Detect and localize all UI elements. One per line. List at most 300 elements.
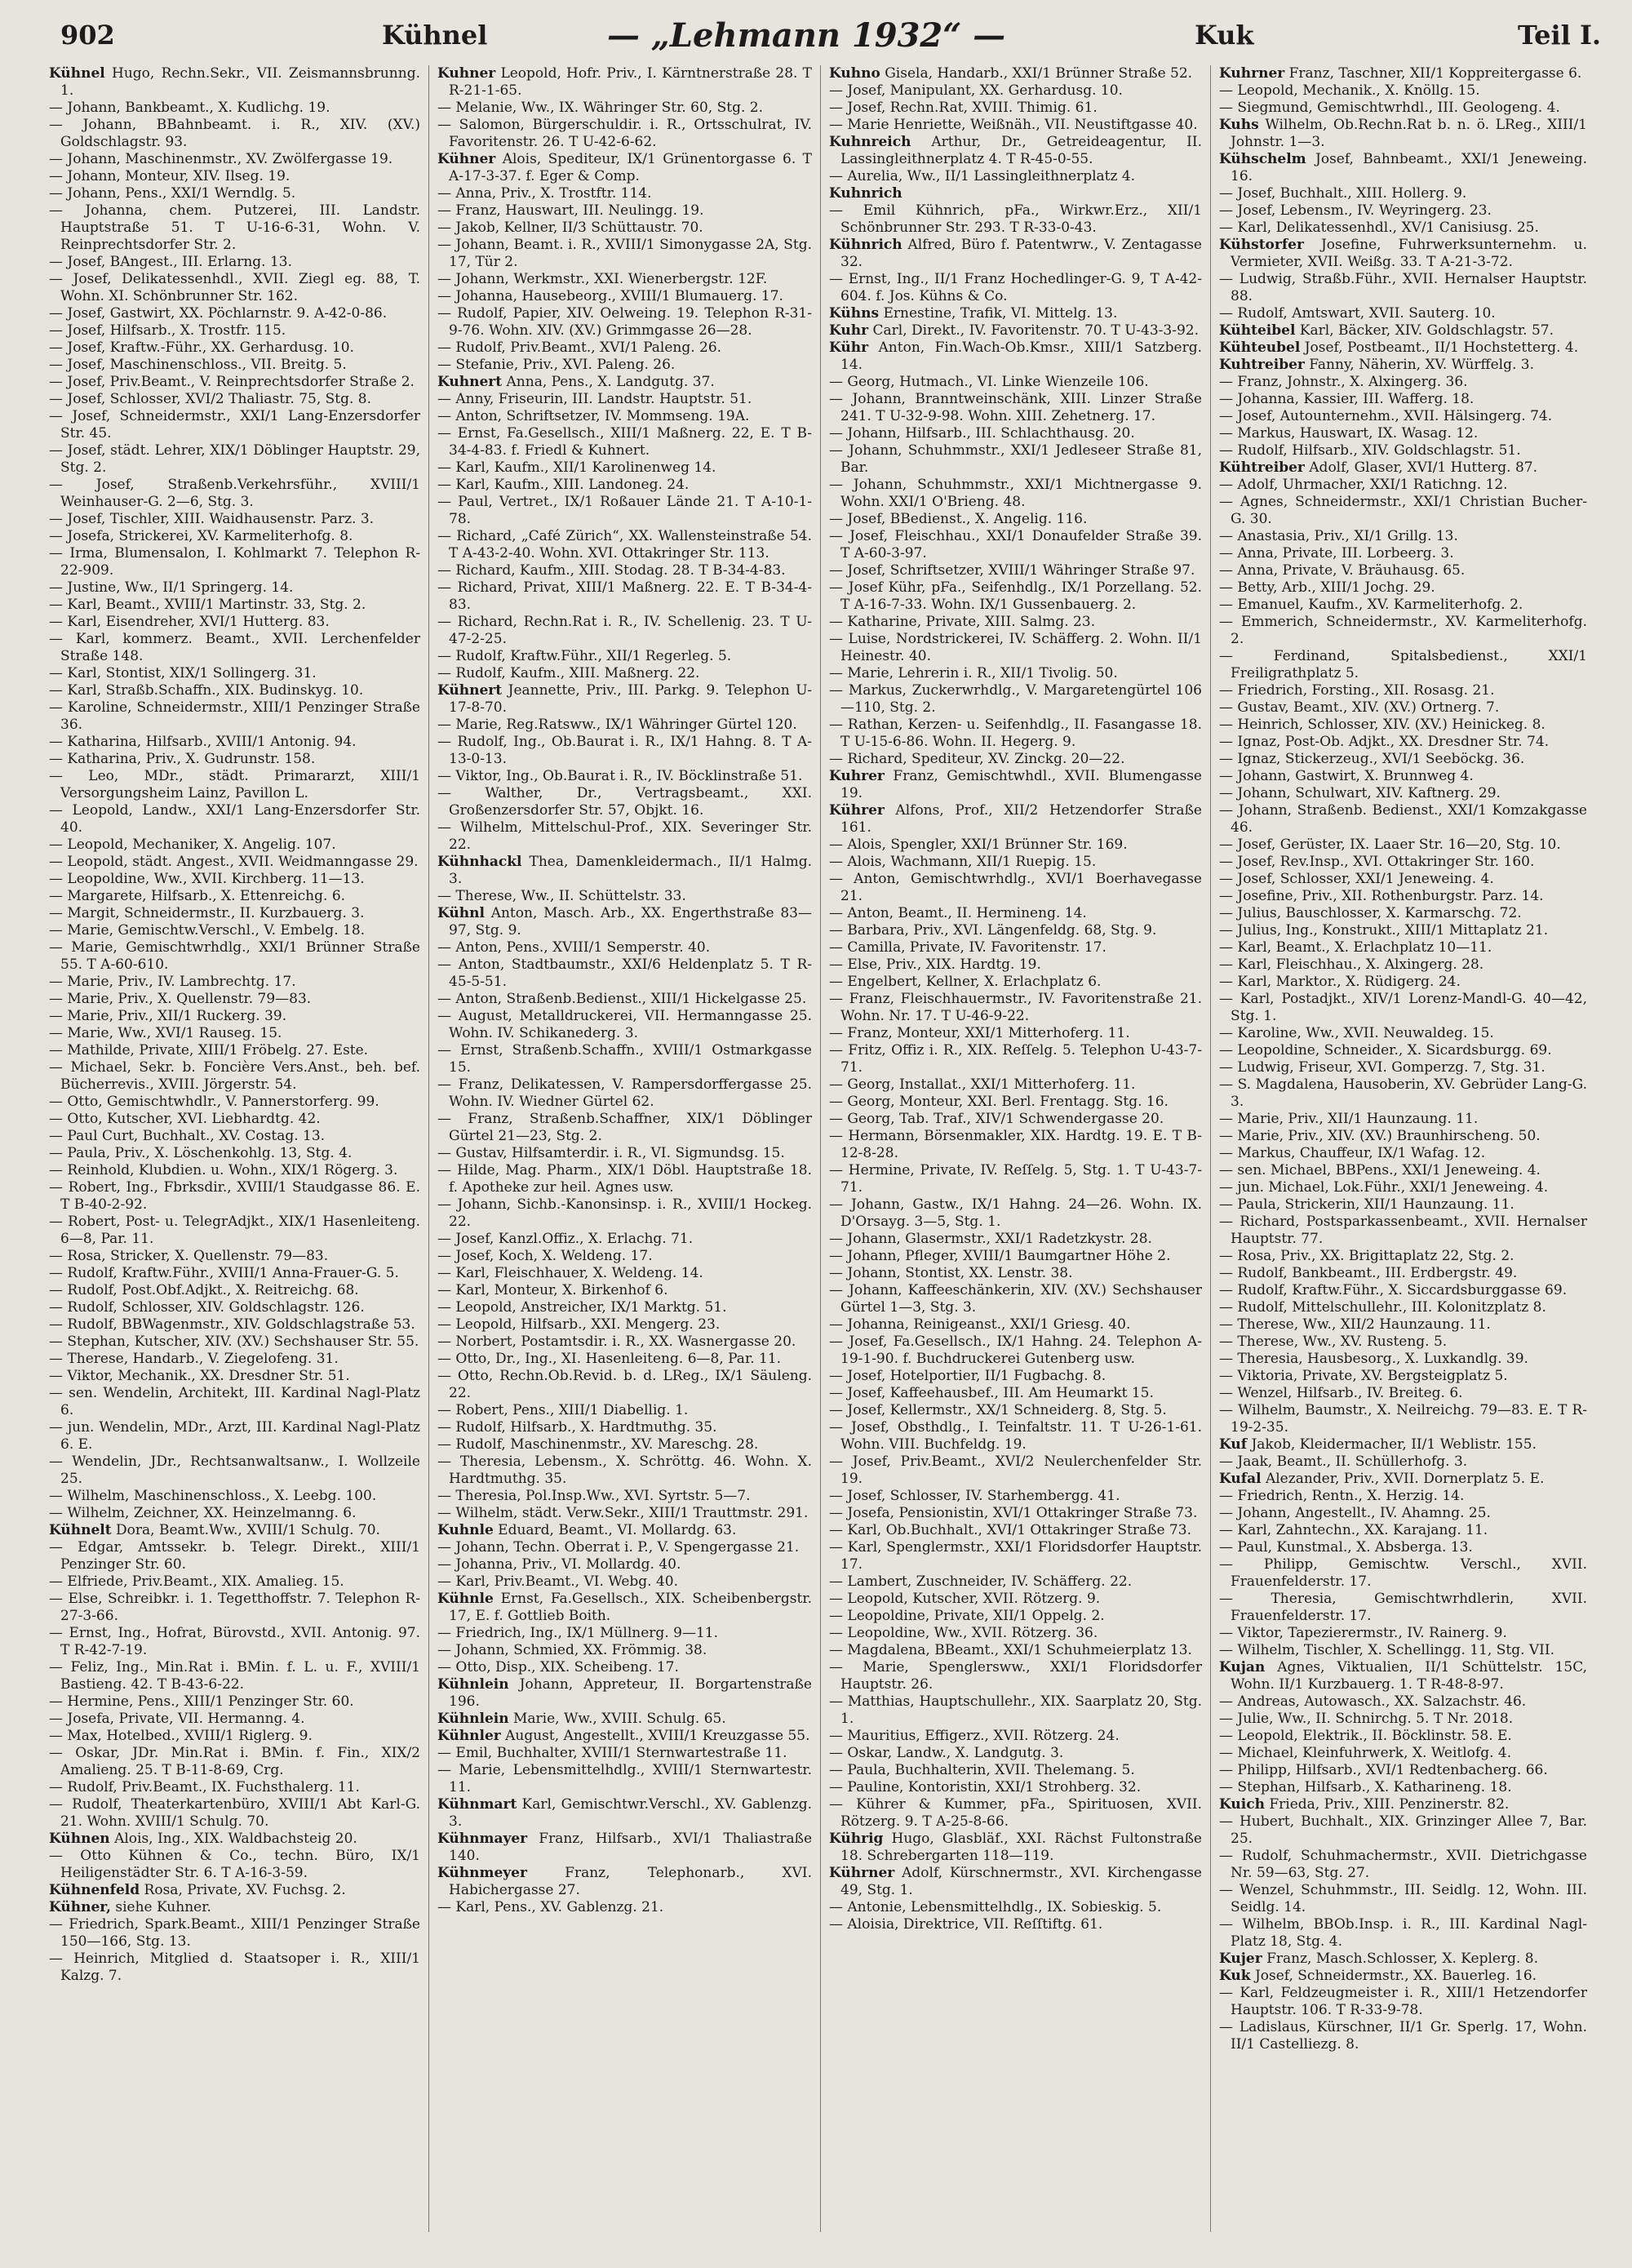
- directory-entry: — Therese, Ww., XII/2 Haunzaung. 11.: [1219, 1316, 1491, 1333]
- directory-entry: — Franz, Delikatessen, V. Rampersdorffergasse 25. Wohn. IV. Wiedner Gürtel 62.: [437, 1076, 812, 1110]
- entry-surname: Kuhtreiber: [1219, 357, 1305, 373]
- directory-entry: — Josef, Schriftsetzer, XVIII/1 Währinger Straße 97.: [829, 562, 1195, 579]
- entry-surname: Kühner: [437, 151, 496, 167]
- directory-entry: — Friedrich, Spark.Beamt., XIII/1 Penzinger Straße 150—166, Stg. 13.: [49, 1916, 420, 1950]
- directory-entry: — Friedrich, Ing., IX/1 Müllnerg. 9—11.: [437, 1625, 718, 1641]
- directory-entry: — Josef Kühr, pFa., Seifenhdlg., IX/1 Porzellang. 52. T A-16-7-33. Wohn. IX/1 Gussenbauerg. 2.: [829, 579, 1202, 613]
- directory-entry: — Johann, Kaffeeschänkerin, XIV. (XV.) Sechshauser Gürtel 1—3, Stg. 3.: [829, 1282, 1202, 1316]
- directory-entry: — Johann, Gastwirt, X. Brunnweg 4.: [1219, 768, 1474, 784]
- directory-entry: — Rudolf, Hilfsarb., X. Hardtmuthg. 35.: [437, 1419, 717, 1436]
- directory-entry: — Marie, Reg.Ratsww., IX/1 Währinger Gürtel 120.: [437, 717, 797, 733]
- directory-entry: — Anton, Pens., XVIII/1 Semperstr. 40.: [437, 939, 711, 956]
- directory-entry: Kühner Alois, Spediteur, IX/1 Grünentorgasse 6. T A-17-3-37. f. Eger & Comp.: [437, 151, 812, 184]
- directory-entry: — Stefanie, Priv., XVI. Paleng. 26.: [437, 357, 676, 373]
- directory-entry: — Josef, Tischler, XIII. Waidhausenstr. Parz. 3.: [49, 511, 375, 527]
- directory-entry: Kuhrer Franz, Gemischtwhdl., XVII. Blumengasse 19.: [829, 768, 1202, 801]
- entry-surname: Kuhr: [829, 322, 869, 339]
- directory-entry: — Karl, Kaufm., XII/1 Karolinenweg 14.: [437, 459, 716, 476]
- directory-entry: — jun. Michael, Lok.Führ., XXI/1 Jeneweing. 4.: [1219, 1179, 1549, 1196]
- directory-entry: — Josef, BBedienst., X. Angelig. 116.: [829, 511, 1088, 527]
- directory-entry: Kühner, siehe Kuhner.: [49, 1899, 211, 1915]
- directory-entry: — Rudolf, Kaufm., XIII. Maßnerg. 22.: [437, 665, 700, 681]
- directory-entry: — Georg, Tab. Traf., XIV/1 Schwendergasse 20.: [829, 1111, 1164, 1127]
- directory-entry: — Josef, Rechn.Rat, XVIII. Thimig. 61.: [829, 100, 1098, 116]
- entry-surname: Kühteibel: [1219, 322, 1296, 339]
- directory-entry: — Marie, Priv., XIV. (XV.) Braunhirscheng. 50.: [1219, 1128, 1541, 1144]
- directory-entry: — Karl, Feldzeugmeister i. R., XIII/1 Hetzendorfer Hauptstr. 106. T R-33-9-78.: [1219, 1985, 1587, 2018]
- directory-entry: — Fritz, Offiz i. R., XIX. Reſſelg. 5. Telephon U-43-7-71.: [829, 1042, 1202, 1076]
- entry-surname: Kuhnrich: [829, 185, 902, 202]
- directory-entry: Kühnler August, Angestellt., XVIII/1 Kreuzgasse 55.: [437, 1728, 810, 1744]
- entry-surname: Kuhs: [1219, 117, 1259, 133]
- directory-entry: — Rudolf, Ing., Ob.Baurat i. R., IX/1 Hahng. 8. T A-13-0-13.: [437, 734, 812, 767]
- directory-entry: — Leopold, Kutscher, XVII. Rötzerg. 9.: [829, 1591, 1101, 1607]
- directory-entry: — Georg, Monteur, XXI. Berl. Frentagg. Stg. 16.: [829, 1094, 1169, 1110]
- directory-entry: — Reinhold, Klubdien. u. Wohn., XIX/1 Rögerg. 3.: [49, 1162, 398, 1178]
- directory-entry: — Jakob, Kellner, II/3 Schüttaustr. 70.: [437, 220, 703, 236]
- directory-entry: — Marie, Priv., XII/1 Ruckerg. 39.: [49, 1008, 287, 1024]
- entry-surname: Kühnen: [49, 1831, 110, 1847]
- directory-entry: — Karl, Zahntechn., XX. Karajang. 11.: [1219, 1522, 1488, 1538]
- directory-entry: — Barbara, Priv., XVI. Längenfeldg. 68, Stg. 9.: [829, 922, 1157, 939]
- directory-entry: — Rudolf, Papier, XIV. Oelweing. 19. Telephon R-31-9-76. Wohn. XIV. (XV.) Grimmgasse 26—28.: [437, 305, 812, 339]
- directory-entry: — Emanuel, Kaufm., XV. Karmeliterhofg. 2.: [1219, 597, 1523, 613]
- directory-entry: Kuhner Leopold, Hofr. Priv., I. Kärntnerstraße 28. T R-21-1-65.: [437, 65, 812, 99]
- directory-entry: Kuhnert Anna, Pens., X. Landgutg. 37.: [437, 374, 715, 390]
- entry-surname: Kuf: [1219, 1436, 1248, 1453]
- directory-entry: — Karl, Stontist, XIX/1 Sollingerg. 31.: [49, 665, 317, 681]
- directory-entry: — August, Metalldruckerei, VII. Hermanngasse 25. Wohn. IV. Schikanederg. 3.: [437, 1008, 812, 1041]
- directory-entry: — Paula, Priv., X. Löschenkohlg. 13, Stg. 4.: [49, 1145, 353, 1161]
- directory-entry: — Johanna, Priv., VI. Mollardg. 40.: [437, 1556, 681, 1573]
- entry-surname: Kühnrich: [829, 237, 902, 253]
- directory-entry: — Richard, Privat, XIII/1 Maßnerg. 22. E. T B-34-4-83.: [437, 579, 812, 613]
- directory-entry: — Johann, Schmied, XX. Frömmig. 38.: [437, 1642, 707, 1658]
- directory-entry: Kührig Hugo, Glasbläf., XXI. Rächst Fultonstraße 18. Schrebergarten 118—119.: [829, 1831, 1202, 1864]
- directory-entry: — Georg, Installat., XXI/1 Mitterhoferg. 11.: [829, 1076, 1136, 1093]
- directory-entry: — Josef, Delikatessenhdl., XVII. Ziegl eg. 88, T. Wohn. XI. Schönbrunner Str. 162.: [49, 271, 420, 304]
- directory-column-1: [49, 65, 428, 2232]
- directory-entry: — Stephan, Kutscher, XIV. (XV.) Sechshauser Str. 55.: [49, 1334, 419, 1350]
- directory-entry: — Otto, Kutscher, XVI. Liebhardtg. 42.: [49, 1111, 321, 1127]
- directory-entry: Kühnlein Johann, Appreteur, II. Borgartenstraße 196.: [437, 1676, 812, 1710]
- entry-surname: Kuhrner: [1219, 65, 1285, 82]
- directory-entry: — Josef, Straßenb.Verkehrsführ., XVIII/1 Weinhauser-G. 2—6, Stg. 3.: [49, 477, 420, 510]
- directory-entry: — Wilhelm, Mittelschul-Prof., XIX. Severinger Str. 22.: [437, 819, 812, 853]
- directory-entry: — Karl, Fleischhau., X. Alxingerg. 28.: [1219, 956, 1484, 973]
- entry-surname: Kufal: [1219, 1471, 1262, 1487]
- entry-surname: Kühr: [829, 340, 869, 356]
- directory-entry: — Josef, Kraftw.-Führ., XX. Gerhardusg. 10.: [49, 340, 354, 356]
- directory-entry: — Gustav, Hilfsamterdir. i. R., VI. Sigmundsg. 15.: [437, 1145, 785, 1161]
- directory-entry: Kühtreiber Adolf, Glaser, XVI/1 Hutterg. 87.: [1219, 459, 1537, 476]
- directory-entry: — Johann, Glasermstr., XXI/1 Radetzkystr. 28.: [829, 1231, 1152, 1247]
- entry-surname: Kühnlein: [437, 1711, 509, 1727]
- directory-entry: — Johann, Schuhmmstr., XXI/1 Michtnergasse 9. Wohn. XXI/1 O'Brieng. 48.: [829, 477, 1202, 510]
- directory-entry: — Johanna, Hausebeorg., XVIII/1 Blumauerg. 17.: [437, 288, 783, 304]
- directory-entry: — Michael, Kleinfuhrwerk, X. Weitlofg. 4.: [1219, 1745, 1512, 1761]
- entry-surname: Kühteubel: [1219, 340, 1301, 356]
- directory-entry: — Katharina, Priv., X. Gudrunstr. 158.: [49, 751, 316, 767]
- directory-entry: — Josef, Kaffeehausbef., III. Am Heumarkt 15.: [829, 1385, 1154, 1401]
- page-header: [0, 0, 1632, 57]
- directory-entry: — Johann, Angestellt., IV. Ahamng. 25.: [1219, 1505, 1491, 1521]
- entry-surname: Kühnel: [49, 65, 105, 82]
- directory-entry: — Anastasia, Priv., XI/1 Grillg. 13.: [1219, 528, 1458, 544]
- directory-entry: — Ludwig, Straßb.Führ., XVII. Hernalser Hauptstr. 88.: [1219, 271, 1587, 304]
- directory-entry: — Luise, Nordstrickerei, IV. Schäfferg. 2. Wohn. II/1 Heinestr. 40.: [829, 631, 1202, 664]
- directory-entry: — Wenzel, Schuhmmstr., III. Seidlg. 12, Wohn. III. Seidlg. 14.: [1219, 1882, 1587, 1915]
- directory-entry: — Leopold, städt. Angest., XVII. Weidmanngasse 29.: [49, 854, 419, 870]
- directory-entry: — Josefa, Pensionistin, XVI/1 Ottakringer Straße 73.: [829, 1505, 1198, 1521]
- directory-entry: — Elfriede, Priv.Beamt., XIX. Amalieg. 15.: [49, 1573, 344, 1590]
- directory-entry: — Rudolf, Schlosser, XIV. Goldschlagstr. 126.: [49, 1299, 365, 1316]
- directory-entry: Kuhr Carl, Direkt., IV. Favoritenstr. 70. T U-43-3-92.: [829, 322, 1199, 339]
- directory-entry: — Gustav, Beamt., XIV. (XV.) Ortnerg. 7.: [1219, 699, 1500, 716]
- directory-entry: — Rudolf, Kraftw.Führ., XVIII/1 Anna-Frauer-G. 5.: [49, 1265, 399, 1281]
- directory-entry: — Rudolf, Kraftw.Führ., X. Siccardsburggasse 69.: [1219, 1282, 1568, 1298]
- directory-entry: — Anton, Gemischtwrhdlg., XVI/1 Boerhavegasse 21.: [829, 871, 1202, 904]
- directory-entry: Kührer Alfons, Prof., XII/2 Hetzendorfer Straße 161.: [829, 802, 1202, 836]
- directory-entry: — Richard, „Café Zürich“, XX. Wallensteinstraße 54. T A-43-2-40. Wohn. XVI. Ottakringer Str. 113.: [437, 528, 812, 561]
- directory-entry: — Engelbert, Kellner, X. Erlachplatz 6.: [829, 974, 1102, 990]
- directory-entry: — Karl, Pens., XV. Gablenzg. 21.: [437, 1899, 664, 1915]
- directory-entry: — Johann, BBahnbeamt. i. R., XIV. (XV.) Goldschlagstr. 93.: [49, 117, 420, 150]
- directory-entry: — Camilla, Private, IV. Favoritenstr. 17.: [829, 939, 1106, 956]
- directory-entry: — Anton, Stadtbaumstr., XXI/6 Heldenplatz 5. T R-45-5-51.: [437, 956, 812, 990]
- directory-entry: — Paula, Buchhalterin, XVII. Thelemang. 5.: [829, 1762, 1135, 1778]
- directory-entry: — Karl, Eisendreher, XVI/1 Hutterg. 83.: [49, 614, 330, 630]
- directory-entry: — Leopold, Elektrik., II. Böcklinstr. 58. E.: [1219, 1728, 1512, 1744]
- directory-entry: Kuhnle Eduard, Beamt., VI. Mollardg. 63.: [437, 1522, 737, 1538]
- directory-entry: — Paul Curt, Buchhalt., XV. Costag. 13.: [49, 1128, 326, 1144]
- directory-entry: — Julie, Ww., II. Schnirchg. 5. T Nr. 2018.: [1219, 1711, 1514, 1727]
- directory-entry: — Karl, Kaufm., XIII. Landoneg. 24.: [437, 477, 690, 493]
- directory-entry: — Rudolf, Bankbeamt., III. Erdbergstr. 49.: [1219, 1265, 1518, 1281]
- directory-entry: Kühnmart Karl, Gemischtwr.Verschl., XV. Gablenzg. 3.: [437, 1796, 812, 1830]
- directory-entry: — Johann, Branntweinschänk, XIII. Linzer Straße 241. T U-32-9-98. Wohn. XIII. Zehetnerg. 17.: [829, 391, 1202, 424]
- directory-entry: — Leopold, Landw., XXI/1 Lang-Enzersdorfer Str. 40.: [49, 802, 420, 836]
- directory-entry: — Justine, Ww., II/1 Springerg. 14.: [49, 579, 294, 596]
- directory-entry: — sen. Wendelin, Architekt, III. Kardinal Nagl-Platz 6.: [49, 1385, 420, 1418]
- directory-entry: — Wilhelm, Maschinenschloss., X. Leebg. 100.: [49, 1488, 377, 1504]
- directory-entry: — Heinrich, Mitglied d. Staatsoper i. R., XIII/1 Kalzg. 7.: [49, 1951, 420, 1984]
- directory-entry: — Margarete, Hilfsarb., X. Ettenreichg. 6.: [49, 888, 346, 904]
- directory-entry: — Therese, Handarb., V. Ziegelofeng. 31.: [49, 1351, 339, 1367]
- directory-entry: — Anton, Straßenb.Bedienst., XIII/1 Hickelgasse 25.: [437, 991, 807, 1007]
- directory-entry: — Leopold, Anstreicher, IX/1 Marktg. 51.: [437, 1299, 727, 1316]
- directory-entry: Kühnelt Dora, Beamt.Ww., XVIII/1 Schulg. 70.: [49, 1522, 380, 1538]
- directory-entry: — Irma, Blumensalon, I. Kohlmarkt 7. Telephon R-22-909.: [49, 545, 420, 579]
- entry-surname: Kuhrer: [829, 768, 885, 784]
- entry-surname: Kührer: [829, 802, 885, 819]
- directory-entry: — Rudolf, Theaterkartenbüro, XVIII/1 Abt Karl-G. 21. Wohn. XVIII/1 Schulg. 70.: [49, 1796, 420, 1830]
- directory-entry: Kühns Ernestine, Trafik, VI. Mittelg. 13.: [829, 305, 1118, 322]
- entry-surname: Kühnler: [437, 1728, 501, 1744]
- entry-surname: Kührig: [829, 1831, 884, 1847]
- directory-entry: — Therese, Ww., II. Schüttelstr. 33.: [437, 888, 686, 904]
- directory-entry: — Ignaz, Stickerzeug., XVI/1 Seeböckg. 36.: [1219, 751, 1525, 767]
- entry-surname: Kühnelt: [49, 1522, 112, 1538]
- directory-entry: — Rudolf, Priv.Beamt., XVI/1 Paleng. 26.: [437, 340, 722, 356]
- directory-entry: — Emil Kühnrich, pFa., Wirkwr.Erz., XII/1 Schönbrunner Str. 293. T R-33-0-43.: [829, 202, 1202, 236]
- page-number: 902: [60, 20, 115, 51]
- directory-entry: — Richard, Kaufm., XIII. Stodag. 28. T B-34-4-83.: [437, 562, 786, 579]
- directory-entry: Kühnmeyer Franz, Telephonarb., XVI. Habichergasse 27.: [437, 1865, 812, 1898]
- directory-entry: — Josef, Gastwirt, XX. Pöchlarnstr. 9. A-42-0-86.: [49, 305, 388, 322]
- directory-entry: — Karl, kommerz. Beamt., XVII. Lerchenfelder Straße 148.: [49, 631, 420, 664]
- directory-entry: — Else, Schreibkr. i. 1. Tegetthoffstr. 7. Telephon R-27-3-66.: [49, 1591, 420, 1624]
- entry-surname: Kühstorfer: [1219, 237, 1304, 253]
- directory-entry: — Anna, Private, III. Lorbeerg. 3.: [1219, 545, 1454, 561]
- directory-entry: — Josef, Manipulant, XX. Gerhardusg. 10.: [829, 82, 1123, 99]
- directory-entry: Kuich Frieda, Priv., XIII. Penzinerstr. 82.: [1219, 1796, 1510, 1813]
- directory-entry: Kuhno Gisela, Handarb., XXI/1 Brünner Straße 52.: [829, 65, 1193, 82]
- directory-entry: — Franz, Straßenb.Schaffner, XIX/1 Döblinger Gürtel 21—23, Stg. 2.: [437, 1111, 812, 1144]
- directory-entry: — Johann, Pens., XXI/1 Werndlg. 5.: [49, 185, 296, 202]
- directory-entry: — Georg, Hutmach., VI. Linke Wienzeile 106.: [829, 374, 1149, 390]
- directory-entry: — Josef, städt. Lehrer, XIX/1 Döblinger Hauptstr. 29, Stg. 2.: [49, 442, 420, 476]
- directory-entry: — Johann, Techn. Oberrat i. P., V. Spengergasse 21.: [437, 1539, 800, 1556]
- directory-entry: — Marie, Priv., IV. Lambrechtg. 17.: [49, 974, 296, 990]
- directory-entry: — Therese, Ww., XV. Rusteng. 5.: [1219, 1334, 1448, 1350]
- directory-entry: — Josef, Fleischhau., XXI/1 Donaufelder Straße 39. T A-60-3-97.: [829, 528, 1202, 561]
- directory-entry: — Franz, Hauswart, III. Neulingg. 19.: [437, 202, 704, 219]
- directory-entry: — Johann, Stontist, XX. Lenstr. 38.: [829, 1265, 1073, 1281]
- directory-entry: — Melanie, Ww., IX. Währinger Str. 60, Stg. 2.: [437, 100, 763, 116]
- directory-entry: — Josef, Fa.Gesellsch., IX/1 Hahng. 24. Telephon A-19-1-90. f. Buchdruckerei Gutenberg usw.: [829, 1334, 1202, 1367]
- directory-entry: — sen. Michael, BBPens., XXI/1 Jeneweing. 4.: [1219, 1162, 1541, 1178]
- entry-surname: Kuhnle: [437, 1522, 494, 1538]
- directory-entry: — Anton, Beamt., II. Hermineng. 14.: [829, 905, 1087, 921]
- directory-entry: — Marie, Spenglersww., XXI/1 Floridsdorfer Hauptstr. 26.: [829, 1659, 1202, 1693]
- directory-entry: — Friedrich, Rentn., X. Herzig. 14.: [1219, 1488, 1465, 1504]
- directory-entry: Kuhtreiber Fanny, Näherin, XV. Würffelg. 3.: [1219, 357, 1535, 373]
- directory-entry: — Leopoldine, Ww., XVII. Rötzerg. 36.: [829, 1625, 1098, 1641]
- directory-entry: — Edgar, Amtssekr. b. Telegr. Direkt., XIII/1 Penzinger Str. 60.: [49, 1539, 420, 1573]
- directory-entry: Kühnl Anton, Masch. Arb., XX. Engerthstraße 83—97, Stg. 9.: [437, 905, 812, 939]
- directory-entry: — Johann, Werkmstr., XXI. Wienerbergstr. 12F.: [437, 271, 768, 287]
- directory-entry: — Rudolf, Mittelschullehr., III. Kolonitzplatz 8.: [1219, 1299, 1546, 1316]
- directory-columns: [49, 65, 1595, 2232]
- directory-entry: — Karl, Beamt., X. Erlachplatz 10—11.: [1219, 939, 1492, 956]
- directory-entry: — Josefa, Strickerei, XV. Karmeliterhofg. 8.: [49, 528, 353, 544]
- directory-entry: — Leopold, Hilfsarb., XXI. Mengerg. 23.: [437, 1316, 721, 1333]
- entry-surname: Kuhnreich: [829, 134, 911, 150]
- directory-entry: — Ernst, Ing., Hofrat, Bürovstd., XVII. Antonig. 97. T R-42-7-19.: [49, 1625, 420, 1658]
- directory-entry: — Philipp, Gemischtw. Verschl., XVII. Frauenfelderstr. 17.: [1219, 1556, 1587, 1590]
- directory-entry: — Josef, Koch, X. Weldeng. 17.: [437, 1248, 653, 1264]
- entry-surname: Kuhnert: [437, 374, 503, 390]
- directory-entry: — Josef, Buchhalt., XIII. Hollerg. 9.: [1219, 185, 1467, 202]
- directory-entry: — Robert, Post- u. TelegrAdjkt., XIX/1 Hasenleiteng. 6—8, Par. 11.: [49, 1214, 420, 1247]
- directory-entry: — Rudolf, Hilfsarb., XIV. Goldschlagstr. 51.: [1219, 442, 1521, 459]
- directory-entry: — Josef, Autounternehm., XVII. Hälsingerg. 74.: [1219, 408, 1553, 424]
- directory-entry: — Johanna, Kassier, III. Wafferg. 18.: [1219, 391, 1475, 407]
- directory-entry: — Agnes, Schneidermstr., XXI/1 Christian Bucher-G. 30.: [1219, 494, 1587, 527]
- directory-entry: — Ferdinand, Spitalsbedienst., XXI/1 Freiligrathplatz 5.: [1219, 648, 1587, 681]
- entry-surname: Kujer: [1219, 1951, 1262, 1967]
- header-part: Teil I.: [1518, 20, 1602, 51]
- directory-entry: — Franz, Monteur, XXI/1 Mitterhoferg. 11.: [829, 1025, 1130, 1041]
- directory-entry: — Leopoldine, Private, XII/1 Oppelg. 2.: [829, 1608, 1105, 1624]
- directory-entry: — Michael, Sekr. b. Foncière Vers.Anst., beh. bef. Bücherrevis., XVIII. Jörgerstr. 54.: [49, 1059, 420, 1093]
- entry-surname: Kuich: [1219, 1796, 1265, 1813]
- entry-surname: Kühner,: [49, 1899, 111, 1915]
- directory-entry: — Kührer & Kummer, pFa., Spirituosen, XVII. Rötzerg. 9. T A-25-8-66.: [829, 1796, 1202, 1830]
- directory-entry: — Ladislaus, Kürschner, II/1 Gr. Sperlg. 17, Wohn. II/1 Castelliezg. 8.: [1219, 2019, 1587, 2053]
- directory-entry: — Andreas, Autowasch., XX. Salzachstr. 46.: [1219, 1693, 1527, 1710]
- entry-surname: Kuhner: [437, 65, 496, 82]
- directory-entry: — Theresia, Lebensm., X. Schröttg. 46. Wohn. X. Hardtmuthg. 35.: [437, 1454, 812, 1487]
- directory-entry: Kühstorfer Josefine, Fuhrwerksunternehm. u. Vermieter, XVII. Weißg. 33. T A-21-3-72.: [1219, 237, 1587, 270]
- directory-entry: — Julius, Ing., Konstrukt., XIII/1 Mittaplatz 21.: [1219, 922, 1549, 939]
- directory-entry: — Johann, Straßenb. Bedienst., XXI/1 Komzakgasse 46.: [1219, 802, 1587, 836]
- directory-entry: — Richard, Spediteur, XV. Zinckg. 20—22.: [829, 751, 1125, 767]
- directory-entry: — Johanna, chem. Putzerei, III. Landstr. Hauptstraße 51. T U-16-6-31, Wohn. V. Reinprechtsdorfer Str. 2.: [49, 202, 420, 253]
- directory-entry: Kuhnreich Arthur, Dr., Getreideagentur, II. Lassingleithnerplatz 4. T R-45-0-55.: [829, 134, 1202, 167]
- directory-entry: Kuhrner Franz, Taschner, XII/1 Koppreitergasse 6.: [1219, 65, 1582, 82]
- directory-entry: — Rudolf, Post.Obf.Adjkt., X. Reitreichg. 68.: [49, 1282, 359, 1298]
- directory-entry: — Karoline, Ww., XVII. Neuwaldeg. 15.: [1219, 1025, 1494, 1041]
- entry-surname: Kühnmeyer: [437, 1865, 527, 1881]
- directory-entry: — Josefa, Private, VII. Hermanng. 4.: [49, 1711, 305, 1727]
- entry-surname: Kuhno: [829, 65, 880, 82]
- directory-entry: Kujer Franz, Masch.Schlosser, X. Keplerg. 8.: [1219, 1951, 1538, 1967]
- directory-entry: — Hilde, Mag. Pharm., XIX/1 Döbl. Hauptstraße 18. f. Apotheke zur heil. Agnes usw.: [437, 1162, 812, 1196]
- directory-entry: — Karl, Monteur, X. Birkenhof 6.: [437, 1282, 668, 1298]
- directory-entry: Kühnle Ernst, Fa.Gesellsch., XIX. Scheibenbergstr. 17, E. f. Gottlieb Boith.: [437, 1591, 812, 1624]
- directory-entry: — Viktor, Mechanik., XX. Dresdner Str. 51.: [49, 1368, 350, 1384]
- directory-entry: — Wilhelm, Zeichner, XX. Heinzelmanng. 6.: [49, 1505, 357, 1521]
- directory-entry: — Hermann, Börsenmakler, XIX. Hardtg. 19. E. T B-12-8-28.: [829, 1128, 1202, 1161]
- directory-entry: — Leopold, Mechaniker, X. Angelig. 107.: [49, 837, 336, 853]
- directory-entry: — Katharine, Private, XIII. Salmg. 23.: [829, 614, 1096, 630]
- directory-entry: — Anton, Schriftsetzer, IV. Mommseng. 19A.: [437, 408, 750, 424]
- directory-entry: — Johann, Bankbeamt., X. Kudlichg. 19.: [49, 100, 330, 116]
- directory-entry: — Josef, BAngest., III. Erlarng. 13.: [49, 254, 293, 270]
- directory-entry: [829, 185, 1202, 202]
- directory-entry: — Jaak, Beamt., II. Schüllerhofg. 3.: [1219, 1454, 1468, 1470]
- directory-entry: — Emil, Buchhalter, XVIII/1 Sternwartestraße 11.: [437, 1745, 787, 1761]
- directory-entry: — Paul, Kunstmal., X. Absberga. 13.: [1219, 1539, 1473, 1556]
- entry-surname: Kührner: [829, 1865, 895, 1881]
- directory-entry: — Paul, Vertret., IX/1 Roßauer Lände 21. T A-10-1-78.: [437, 494, 812, 527]
- entry-surname: Kühnlein: [437, 1676, 509, 1693]
- directory-entry: — Josef, Obsthdlg., I. Teinfaltstr. 11. T U-26-1-61. Wohn. VIII. Buchfeldg. 19.: [829, 1419, 1202, 1453]
- directory-entry: — Magdalena, BBeamt., XXI/1 Schuhmeierplatz 13.: [829, 1642, 1192, 1658]
- directory-entry: — Salomon, Bürgerschuldir. i. R., Ortsschulrat, IV. Favoritenstr. 26. T U-42-6-62.: [437, 117, 812, 150]
- entry-surname: Kühtreiber: [1219, 459, 1305, 476]
- directory-entry: — Josef, Hilfsarb., X. Trostfr. 115.: [49, 322, 286, 339]
- directory-entry: — Wilhelm, BBOb.Insp. i. R., III. Kardinal Nagl-Platz 18, Stg. 4.: [1219, 1916, 1587, 1950]
- directory-entry: — Karl, Ob.Buchhalt., XVI/1 Ottakringer Straße 73.: [829, 1522, 1191, 1538]
- directory-entry: — Else, Priv., XIX. Hardtg. 19.: [829, 956, 1041, 973]
- directory-entry: — Viktoria, Private, XV. Bergsteigplatz 5.: [1219, 1368, 1508, 1384]
- directory-entry: — Marie, Gemischtw.Verschl., V. Embelg. 18.: [49, 922, 366, 939]
- directory-entry: — Matthias, Hauptschullehr., XIX. Saarplatz 20, Stg. 1.: [829, 1693, 1202, 1727]
- directory-entry: Kujan Agnes, Viktualien, II/1 Schüttelstr. 15C, Wohn. II/1 Kurzbauerg. 1. T R-48-8-97.: [1219, 1659, 1587, 1693]
- directory-entry: — Anna, Priv., X. Trostftr. 114.: [437, 185, 652, 202]
- directory-entry: — Marie, Priv., XII/1 Haunzaung. 11.: [1219, 1111, 1479, 1127]
- directory-entry: — Karl, Postadjkt., XIV/1 Lorenz-Mandl-G. 40—42, Stg. 1.: [1219, 991, 1587, 1024]
- directory-entry: — S. Magdalena, Hausoberin, XV. Gebrüder Lang-G. 3.: [1219, 1076, 1587, 1110]
- directory-entry: — Rudolf, Maschinenmstr., XV. Mareschg. 28.: [437, 1436, 759, 1453]
- directory-entry: — Anna, Private, V. Bräuhausg. 65.: [1219, 562, 1466, 579]
- directory-entry: — Richard, Rechn.Rat i. R., IV. Schellenig. 23. T U-47-2-25.: [437, 614, 812, 647]
- directory-entry: — Johann, Hilfsarb., III. Schlachthausg. 20.: [829, 425, 1135, 442]
- directory-entry: Kühnrich Alfred, Büro f. Patentwrw., V. Zentagasse 32.: [829, 237, 1202, 270]
- header-title: — „Lehmann 1932“ —: [607, 16, 1006, 55]
- directory-entry: — Alois, Spengler, XXI/1 Brünner Str. 169.: [829, 837, 1128, 853]
- directory-entry: — Richard, Postsparkassenbeamt., XVII. Hernalser Hauptstr. 77.: [1219, 1214, 1587, 1247]
- directory-entry: — Emmerich, Schneidermstr., XV. Karmeliterhofg. 2.: [1219, 614, 1587, 647]
- directory-entry: — Marie, Ww., XVI/1 Rauseg. 15.: [49, 1025, 282, 1041]
- directory-entry: — Johann, Pfleger, XVIII/1 Baumgartner Höhe 2.: [829, 1248, 1171, 1264]
- directory-entry: Kühnmayer Franz, Hilfsarb., XVI/1 Thaliastraße 140.: [437, 1831, 812, 1864]
- directory-entry: — Theresia, Hausbesorg., X. Luxkandlg. 39.: [1219, 1351, 1528, 1367]
- directory-entry: — Wenzel, Hilfsarb., IV. Breiteg. 6.: [1219, 1385, 1463, 1401]
- directory-entry: — Betty, Arb., XIII/1 Jochg. 29.: [1219, 579, 1435, 596]
- directory-entry: — Mathilde, Private, XIII/1 Fröbelg. 27. Este.: [49, 1042, 369, 1059]
- directory-entry: — Max, Hotelbed., XVIII/1 Riglerg. 9.: [49, 1728, 313, 1744]
- directory-entry: — Karl, Beamt., XVIII/1 Martinstr. 33, Stg. 2.: [49, 597, 366, 613]
- directory-entry: — Hermine, Pens., XIII/1 Penzinger Str. 60.: [49, 1693, 354, 1710]
- directory-entry: Kuk Josef, Schneidermstr., XX. Bauerleg. 16.: [1219, 1968, 1537, 1984]
- directory-entry: — Ernst, Straßenb.Schaffn., XVIII/1 Ostmarkgasse 15.: [437, 1042, 812, 1076]
- directory-entry: Kühr Anton, Fin.Wach-Ob.Kmsr., XIII/1 Satzberg. 14.: [829, 340, 1202, 373]
- directory-column-3: [820, 65, 1210, 2232]
- directory-entry: — Rudolf, Schuhmachermstr., XVII. Dietrichgasse Nr. 59—63, Stg. 27.: [1219, 1848, 1587, 1881]
- directory-entry: — Karl, Straßb.Schaffn., XIX. Budinskyg. 10.: [49, 682, 364, 699]
- directory-entry: — Pauline, Kontoristin, XXI/1 Strohberg. 32.: [829, 1779, 1142, 1795]
- directory-entry: — Josefine, Priv., XII. Rothenburgstr. Parz. 14.: [1219, 888, 1544, 904]
- directory-entry: — Karoline, Schneidermstr., XIII/1 Penzinger Straße 36.: [49, 699, 420, 733]
- directory-entry: — Marie, Lehrerin i. R., XII/1 Tivolig. 50.: [829, 665, 1118, 681]
- directory-entry: — Hermine, Private, IV. Reſſelg. 5, Stg. 1. T U-43-7-71.: [829, 1162, 1202, 1196]
- entry-surname: Kühnl: [437, 905, 485, 921]
- directory-entry: — Oskar, JDr. Min.Rat i. BMin. f. Fin., XIX/2 Amalieng. 25. T B-11-8-69, Crg.: [49, 1745, 420, 1778]
- header-right-word: Kuk: [1195, 20, 1254, 51]
- directory-entry: Kührner Adolf, Kürschnermstr., XVI. Kirchengasse 49, Stg. 1.: [829, 1865, 1202, 1898]
- directory-entry: — Otto, Dr., Ing., XI. Hasenleiteng. 6—8, Par. 11.: [437, 1351, 782, 1367]
- directory-entry: — Wendelin, JDr., Rechtsanwaltsanw., I. Wollzeile 25.: [49, 1454, 420, 1487]
- entry-surname: Kühnert: [437, 682, 503, 699]
- directory-entry: — Marie Henriette, Weißnäh., VII. Neustiftgasse 40.: [829, 117, 1198, 133]
- directory-entry: — Rudolf, Priv.Beamt., IX. Fuchsthalerg. 11.: [49, 1779, 360, 1795]
- directory-entry: — Alois, Wachmann, XII/1 Ruepig. 15.: [829, 854, 1097, 870]
- directory-entry: — Viktor, Tapezierermstr., IV. Rainerg. 9.: [1219, 1625, 1507, 1641]
- directory-entry: — Josef, Schlosser, XXI/1 Jeneweing. 4.: [1219, 871, 1494, 887]
- directory-entry: — Oskar, Landw., X. Landgutg. 3.: [829, 1745, 1064, 1761]
- directory-entry: Kühnert Jeannette, Priv., III. Parkg. 9. Telephon U-17-8-70.: [437, 682, 812, 716]
- directory-entry: — Franz, Fleischhauermstr., IV. Favoritenstraße 21. Wohn. Nr. 17. T U-46-9-22.: [829, 991, 1202, 1024]
- directory-entry: — Otto, Rechn.Ob.Revid. b. d. LReg., IX/1 Säuleng. 22.: [437, 1368, 812, 1401]
- directory-entry: — Marie, Gemischtwrhdlg., XXI/1 Brünner Straße 55. T A-60-610.: [49, 939, 420, 973]
- directory-entry: — Marie, Priv., X. Quellenstr. 79—83.: [49, 991, 312, 1007]
- directory-entry: Kühnel Hugo, Rechn.Sekr., VII. Zeismannsbrunng. 1.: [49, 65, 420, 99]
- directory-entry: — Anny, Friseurin, III. Landstr. Hauptstr. 51.: [437, 391, 752, 407]
- directory-entry: — Johanna, Reinigeanst., XXI/1 Griesg. 40.: [829, 1316, 1131, 1333]
- directory-entry: — Josef, Maschinenschloss., VII. Breitg. 5.: [49, 357, 347, 373]
- directory-entry: — Rudolf, BBWagenmstr., XIV. Goldschlagstraße 53.: [49, 1316, 415, 1333]
- directory-entry: — Aurelia, Ww., II/1 Lassingleithnerplatz 4.: [829, 168, 1136, 184]
- directory-entry: — Stephan, Hilfsarb., X. Katharineng. 18.: [1219, 1779, 1512, 1795]
- directory-entry: — Josef, Schlosser, XVI/2 Thaliastr. 75, Stg. 8.: [49, 391, 372, 407]
- directory-entry: — Leopoldine, Ww., XVII. Kirchberg. 11—13.: [49, 871, 365, 887]
- directory-entry: — Johann, Schuhmmstr., XXI/1 Jedleseer Straße 81, Bar.: [829, 442, 1202, 476]
- directory-entry: — Josef, Kanzl.Offiz., X. Erlachg. 71.: [437, 1231, 694, 1247]
